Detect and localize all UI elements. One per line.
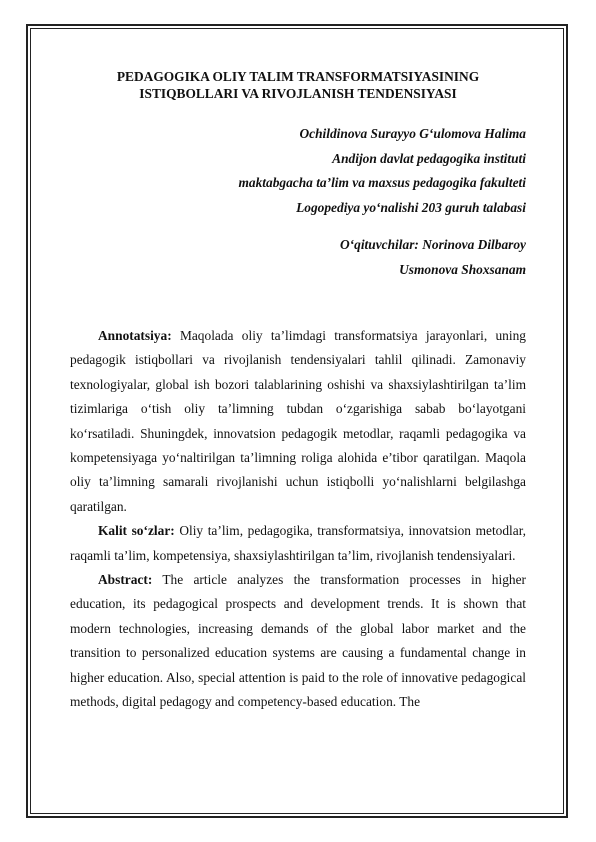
author-institute: Andijon davlat pedagogika instituti — [332, 150, 526, 166]
document-body — [70, 68, 526, 715]
keywords-label: Kalit so‘zlar: — [98, 523, 175, 539]
author-faculty: maktabgacha ta’lim va maxsus pedagogika fakulteti — [238, 175, 526, 190]
author-block — [70, 122, 526, 220]
keywords-paragraph — [70, 519, 526, 568]
keywords-text: Oliy ta’lim, pedagogika, transformatsiya, innovatsion metodlar, raqamli ta’lim, kompetensiya, shaxsiylashtirilgan ta’lim, rivojlanish tendensiyalari. — [70, 523, 526, 563]
annotation-label: Annotatsiya: — [98, 328, 172, 343]
teacher-block — [70, 233, 526, 282]
abstract-paragraph — [70, 568, 526, 714]
abstract-label: Abstract: — [98, 572, 153, 588]
annotation-text: Maqolada oliy ta’limdagi transformatsiya jarayonlari, uning pedagogik istiqbollari va rivojlanish tendensiyalari tahlil qilinadi. Zamonaviy texnologiyalar, global ish bozori talablarining oshishi va shaxsiylashtirilgan ta’lim tizimlariga o‘tish oliy ta’limning tubdan o‘zgarishiga sabab bo‘layotgani ko‘rsatiladi. Shuningdek, innovatsion pedagogik metodlar, raqamli pedagogika va kompetensiyaga yo‘naltirilgan ta’limning roliga alohida e’tibor qaratilgan. Maqola oliy ta’limning samarali rivojlanishi uchun istiqbolli yo‘nalishlarni belgilashga qaratilgan. — [70, 328, 526, 514]
abstract-text: The article analyzes the transformation processes in higher education, its pedagogical prospects and development trends. It is shown that modern technologies, increasing demands of the global labor market and the transition to personalized education systems are causing a fundamental change in higher education. Also, special attention is paid to the role of innovative pedagogical methods, digital pedagogy and competency-based education. The — [70, 572, 526, 710]
title-line-1: PEDAGOGIKA OLIY TALIM TRANSFORMATSIYASINING — [116, 69, 480, 84]
teacher-line-2: Usmonova Shoxsanam — [399, 261, 526, 277]
annotation-paragraph — [70, 324, 526, 519]
author-group: Logopediya yo‘nalishi 203 guruh talabasi — [296, 199, 526, 215]
author-names: Ochildinova Surayyo G‘ulomova Halima — [299, 126, 526, 141]
article-title — [70, 68, 526, 102]
teacher-line-1: O‘qituvchilar: Norinova Dilbaroy — [340, 237, 526, 252]
title-line-2: ISTIQBOLLARI VA RIVOJLANISH TENDENSIYASI — [139, 86, 457, 101]
